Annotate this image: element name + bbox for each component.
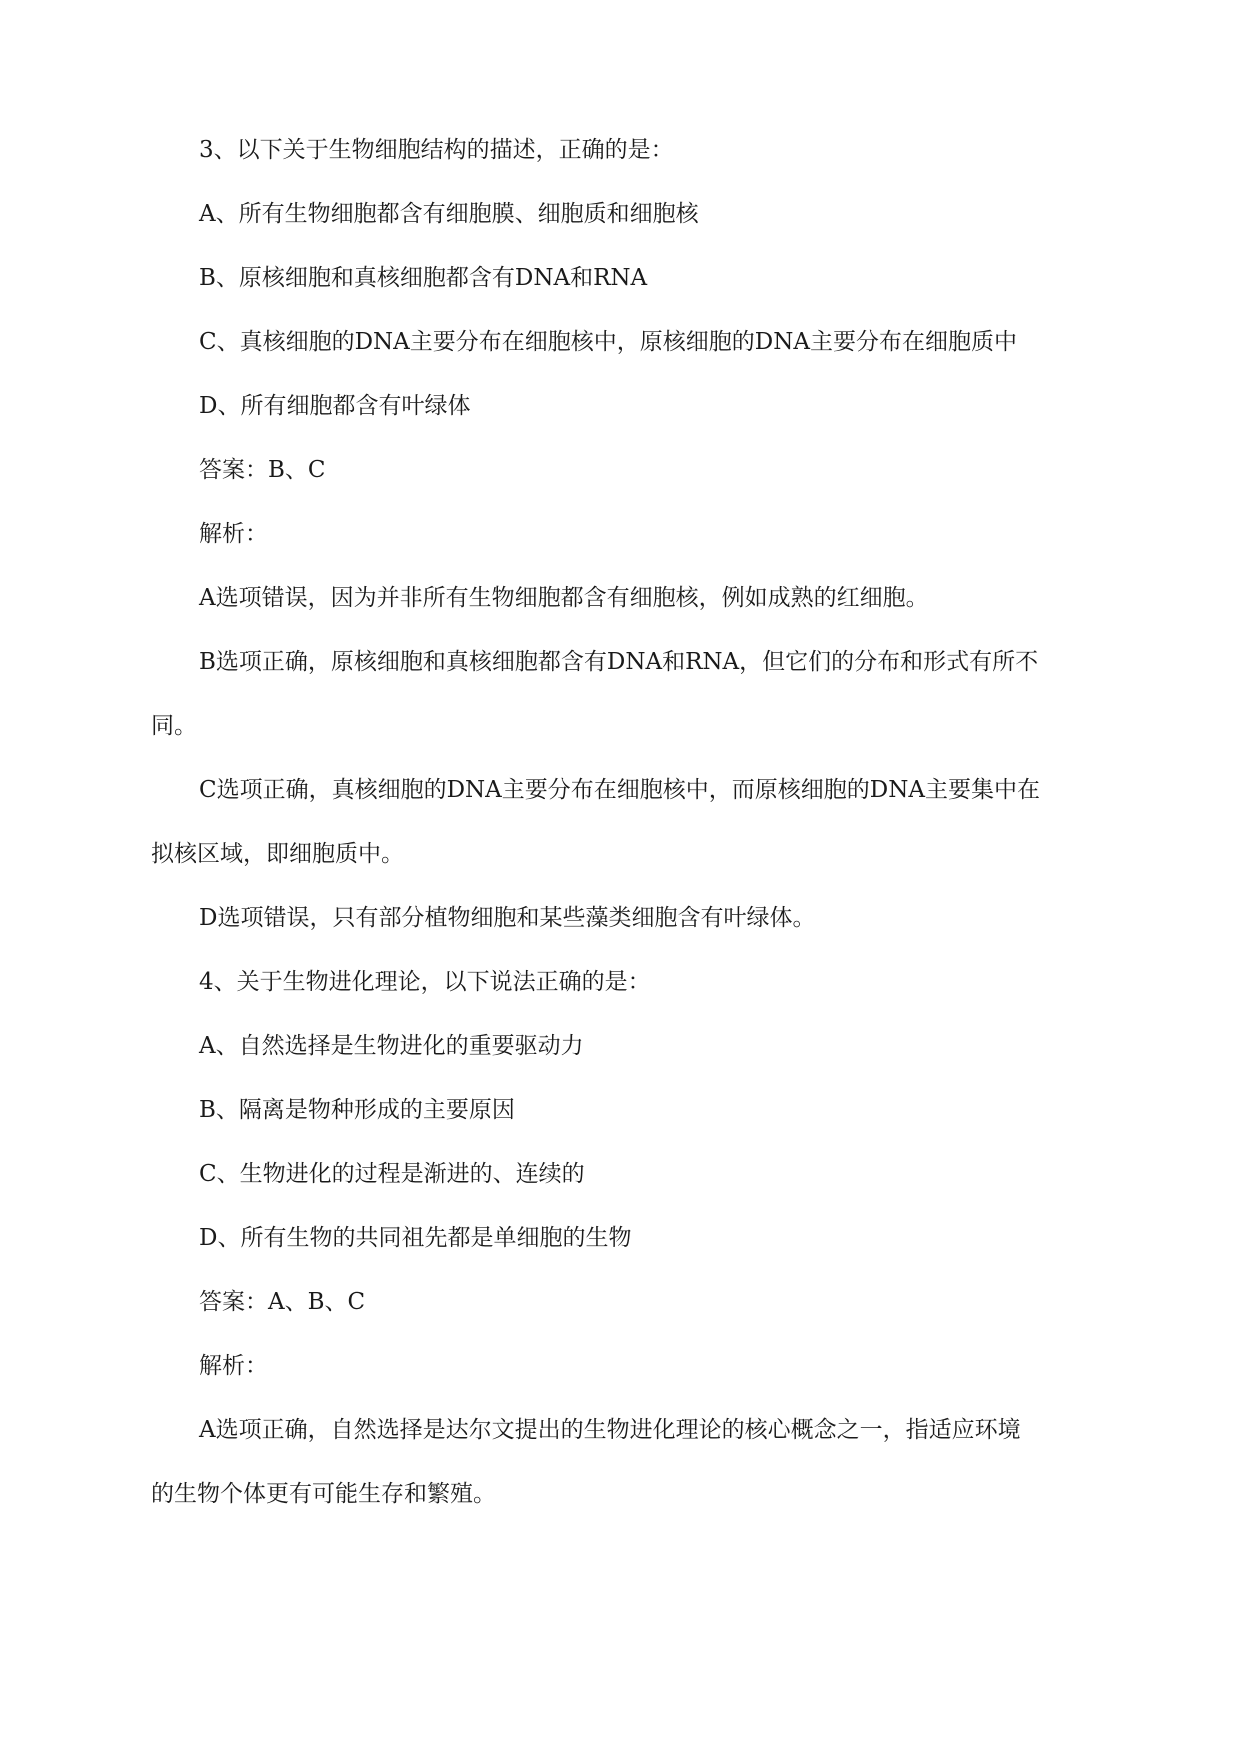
question-4-analysis-label: 解析： (199, 1353, 268, 1379)
question-4-answer: 答案：A、B、C (199, 1289, 366, 1315)
question-3-answer: 答案：B、C (199, 457, 326, 483)
question-3-option-d: D、所有细胞都含有叶绿体 (199, 393, 471, 419)
question-3-analysis-c-line-1: C选项正确，真核细胞的DNA主要分布在细胞核中，而原核细胞的DNA主要集中在 (199, 777, 1040, 803)
question-3-analysis-b-line-1: B选项正确，原核细胞和真核细胞都含有DNA和RNA，但它们的分布和形式有所不 (199, 649, 1039, 675)
question-4-analysis-a-line-1: A选项正确，自然选择是达尔文提出的生物进化理论的核心概念之一，指适应环境 (199, 1417, 1021, 1443)
question-3-stem: 3、以下关于生物细胞结构的描述，正确的是： (199, 137, 674, 163)
question-3-analysis-label: 解析： (199, 521, 268, 547)
question-4-option-d: D、所有生物的共同祖先都是单细胞的生物 (199, 1225, 632, 1251)
question-3-analysis-b-line-2: 同。 (151, 713, 197, 739)
question-4-analysis-a-line-2: 的生物个体更有可能生存和繁殖。 (151, 1481, 496, 1507)
question-3-analysis-a: A选项错误，因为并非所有生物细胞都含有细胞核，例如成熟的红细胞。 (199, 585, 929, 611)
question-4-option-a: A、自然选择是生物进化的重要驱动力 (199, 1033, 584, 1059)
question-3-option-c: C、真核细胞的DNA主要分布在细胞核中，原核细胞的DNA主要分布在细胞质中 (199, 329, 1017, 355)
question-3-option-b: B、原核细胞和真核细胞都含有DNA和RNA (199, 265, 648, 291)
question-3-option-a: A、所有生物细胞都含有细胞膜、细胞质和细胞核 (199, 201, 699, 227)
question-3-analysis-c-line-2: 拟核区域，即细胞质中。 (151, 841, 404, 867)
question-3-analysis-d: D选项错误，只有部分植物细胞和某些藻类细胞含有叶绿体。 (199, 905, 816, 931)
question-4-option-c: C、生物进化的过程是渐进的、连续的 (199, 1161, 585, 1187)
question-4-stem: 4、关于生物进化理论，以下说法正确的是： (199, 969, 651, 995)
question-4-option-b: B、隔离是物种形成的主要原因 (199, 1097, 515, 1123)
